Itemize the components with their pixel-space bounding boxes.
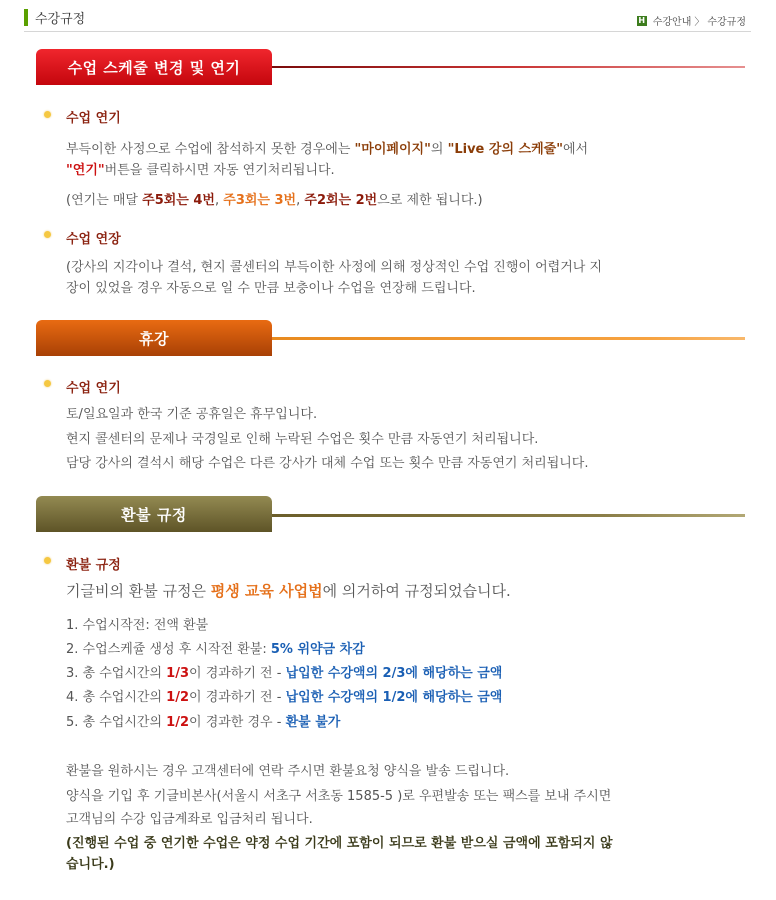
refund-bold-note-2: 습니다.) [66, 857, 115, 872]
breadcrumb-separator: 〉 [694, 17, 705, 28]
extend-line2: 장이 있었을 경우 자동으로 일 수 만큼 보충이나 수업을 연장해 드립니다. [66, 281, 476, 296]
heading-extend: 수업 연장 [66, 232, 121, 247]
bullet-icon [44, 380, 51, 387]
refund-item-3: 3. 총 수업시간의 1/3이 경과하기 전 - 납입한 수강액의 2/3에 해당하는 금액 [66, 666, 503, 681]
postpone-line1: 부득이한 사정으로 수업에 참석하지 못한 경우에는 "마이페이지"의 "Live 강의 스케줄"에서 [66, 142, 589, 157]
home-icon[interactable]: H [638, 15, 646, 25]
postpone-limit: (연기는 매달 주5회는 4번, 주3회는 3번, 주2회는 2번으로 제한 됩니다.) [66, 193, 483, 208]
holiday-line1: 토/일요일과 한국 기준 공휴일은 휴무입니다. [66, 407, 318, 422]
refund-note-3: 고객님의 수강 입금계좌로 입금처리 됩니다. [66, 812, 313, 827]
heading-postpone: 수업 연기 [66, 111, 121, 126]
postpone-line2: "연기"버튼을 클릭하시면 자동 연기처리됩니다. [66, 163, 335, 178]
section-tab-holiday: 휴강 [36, 320, 272, 356]
section-tab-schedule: 수업 스케줄 변경 및 연기 [36, 49, 272, 85]
postpone-button-label: "연기" [66, 163, 105, 178]
bullet-icon [44, 111, 51, 118]
refund-item-4: 4. 총 수업시간의 1/2이 경과하기 전 - 납입한 수강액의 1/2에 해당하는 금액 [66, 690, 503, 705]
title-marker [24, 9, 28, 26]
page-title: 수강규정 [35, 12, 86, 27]
refund-item-1: 1. 수업시작전: 전액 환불 [66, 618, 209, 633]
heading-holiday: 수업 연기 [66, 381, 121, 396]
refund-item-2: 2. 수업스케쥴 생성 후 시작전 환불: 5% 위약금 차감 [66, 642, 365, 657]
section-tab-refund: 환불 규정 [36, 496, 272, 532]
refund-intro: 기글비의 환불 규정은 평생 교육 사업법에 의거하여 규정되었습니다. [66, 582, 511, 600]
live-schedule-label: "Live 강의 스케줄" [447, 142, 563, 157]
refund-note-1: 환불을 원하시는 경우 고객센터에 연락 주시면 환불요청 양식을 발송 드립니다. [66, 764, 510, 779]
extend-line1: (강사의 지각이나 결석, 현지 콜센터의 부득이한 사정에 의해 정상적인 수업 진행이 어렵거나 지 [66, 260, 602, 275]
bullet-icon [44, 557, 51, 564]
section-rule-holiday [272, 337, 745, 340]
lifelong-education-act: 평생 교육 사업법 [210, 582, 323, 600]
breadcrumb-item-guide[interactable]: 수강안내 [652, 17, 692, 28]
refund-bold-note-1: (진행된 수업 중 연기한 수업은 약정 수업 기간에 포함이 되므로 환불 받으실 금액에 포함되지 않 [66, 836, 613, 851]
bullet-icon [44, 231, 51, 238]
holiday-line2: 현지 콜센터의 문제나 국경일로 인해 누락된 수업은 횟수 만큼 자동연기 처리됩니다. [66, 432, 539, 447]
breadcrumb-item-current: 수강규정 [707, 17, 746, 28]
section-rule-schedule [272, 66, 745, 68]
refund-note-2: 양식을 기입 후 기글비본사(서울시 서초구 서초동 1585-5 )로 우편발송 또는 팩스를 보내 주시면 [66, 789, 612, 804]
mypage-label: "마이페이지" [354, 142, 431, 157]
header-divider [24, 31, 751, 32]
refund-item-5: 5. 총 수업시간의 1/2이 경과한 경우 - 환불 불가 [66, 715, 341, 730]
heading-refund: 환불 규정 [66, 558, 121, 573]
breadcrumb [637, 13, 746, 28]
section-rule-refund [272, 514, 745, 517]
holiday-line3: 담당 강사의 결석시 해당 수업은 다른 강사가 대체 수업 또는 횟수 만큼 자동연기 처리됩니다. [66, 456, 589, 471]
